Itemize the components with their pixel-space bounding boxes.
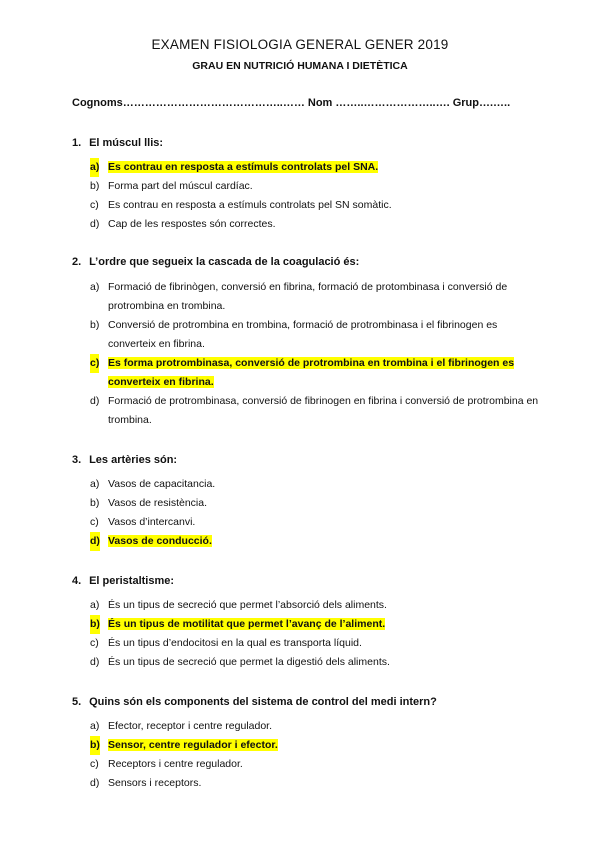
- q1-option-c: [90, 196, 540, 215]
- option-letter: b): [90, 180, 100, 192]
- option-text: És un tipus de secreció que permet la digestió dels aliments.: [108, 656, 390, 668]
- option-text: Forma part del múscul cardíac.: [108, 180, 253, 192]
- option-letter: c): [90, 758, 99, 770]
- q4-option-a: [90, 596, 540, 615]
- option-letter: b): [90, 497, 100, 509]
- q1-option-d: [90, 215, 540, 234]
- option-text: És un tipus de motilitat que permet l’avanç de l’aliment.: [108, 618, 386, 630]
- option-text: És un tipus de secreció que permet l’absorció dels aliments.: [108, 599, 387, 611]
- option-text: Formació de fibrinògen, conversió en fibrina, formació de protombinasa i conversió de protrombina en trombina.: [108, 281, 508, 312]
- option-text: És un tipus d’endocitosi en la qual es transporta líquid.: [108, 637, 362, 649]
- option-text: Formació de protrombinasa, conversió de fibrinogen en fibrina i conversió de protrombina en trombina.: [108, 395, 539, 426]
- q2-option-d: [90, 392, 540, 430]
- question-2: [72, 256, 359, 268]
- option-letter: b): [90, 736, 100, 755]
- option-text: Sensors i receptors.: [108, 777, 202, 789]
- option-text: Vasos d’intercanvi.: [108, 516, 196, 528]
- option-letter: c): [90, 516, 99, 528]
- question-text: El múscul llis:: [89, 137, 164, 149]
- option-letter: c): [90, 637, 99, 649]
- question-text: Les artèries són:: [89, 454, 178, 466]
- option-letter: d): [90, 777, 100, 789]
- option-letter: d): [90, 532, 100, 551]
- option-letter: a): [90, 599, 100, 611]
- q5-option-a: [90, 717, 540, 736]
- q2-option-b: [90, 316, 540, 354]
- q5-option-c: [90, 755, 540, 774]
- option-text: Cap de les respostes són correctes.: [108, 218, 276, 230]
- q3-option-c: [90, 513, 540, 532]
- q4-option-c: [90, 634, 540, 653]
- exam-title: EXAMEN FISIOLOGIA GENERAL GENER 2019: [151, 37, 449, 52]
- option-letter: a): [90, 158, 99, 177]
- option-text: Vasos de conducció.: [108, 535, 212, 547]
- option-letter: c): [90, 354, 99, 373]
- option-text: Vasos de capacitancia.: [108, 478, 216, 490]
- question-text: El peristaltisme:: [89, 575, 175, 587]
- student-id-line: Cognoms……………………………………..…… Nom ……..………………..…. Grup….…..: [72, 97, 511, 109]
- option-letter: b): [90, 615, 100, 634]
- q3-option-b: [90, 494, 540, 513]
- option-text: Es contrau en resposta a estímuls controlats pel SNA.: [108, 161, 379, 173]
- option-letter: d): [90, 395, 100, 407]
- option-letter: d): [90, 656, 100, 668]
- question-text: Quins són els components del sistema de control del medi intern?: [89, 696, 437, 708]
- option-text: Vasos de resistència.: [108, 497, 208, 509]
- q2-option-a: [90, 278, 540, 316]
- q5-option-b: [90, 736, 540, 755]
- option-text: Es forma protrombinasa, conversió de protrombina en trombina i el fibrinogen es converteix en fibrina.: [108, 357, 515, 388]
- q2-option-c: [90, 354, 540, 392]
- option-letter: b): [90, 319, 100, 331]
- question-number: 2.: [72, 256, 82, 268]
- question-text: L’ordre que segueix la cascada de la coagulació és:: [89, 256, 360, 268]
- question-4: [72, 575, 174, 587]
- question-1: [72, 137, 163, 149]
- q1-option-b: [90, 177, 540, 196]
- question-5: [72, 696, 437, 708]
- option-letter: a): [90, 478, 100, 490]
- option-letter: d): [90, 218, 100, 230]
- q3-option-d: [90, 532, 540, 551]
- q4-option-d: [90, 653, 540, 672]
- q4-option-b: [90, 615, 540, 634]
- option-text: Sensor, centre regulador i efector.: [108, 739, 278, 751]
- question-number: 5.: [72, 696, 82, 708]
- option-text: Efector, receptor i centre regulador.: [108, 720, 273, 732]
- question-number: 4.: [72, 575, 82, 587]
- question-number: 1.: [72, 137, 82, 149]
- option-text: Conversió de protrombina en trombina, formació de protrombinasa i el fibrinogen es converteix en fibrina.: [108, 319, 498, 350]
- q1-option-a: [90, 158, 540, 177]
- option-text: Receptors i centre regulador.: [108, 758, 243, 770]
- question-3: [72, 454, 177, 466]
- exam-subtitle: GRAU EN NUTRICIÓ HUMANA I DIETÈTICA: [192, 60, 408, 72]
- option-letter: a): [90, 281, 100, 293]
- option-text: Es contrau en resposta a estímuls controlats pel SN somàtic.: [108, 199, 392, 211]
- option-letter: c): [90, 199, 99, 211]
- q5-option-d: [90, 774, 540, 793]
- question-number: 3.: [72, 454, 82, 466]
- q3-option-a: [90, 475, 540, 494]
- option-letter: a): [90, 720, 100, 732]
